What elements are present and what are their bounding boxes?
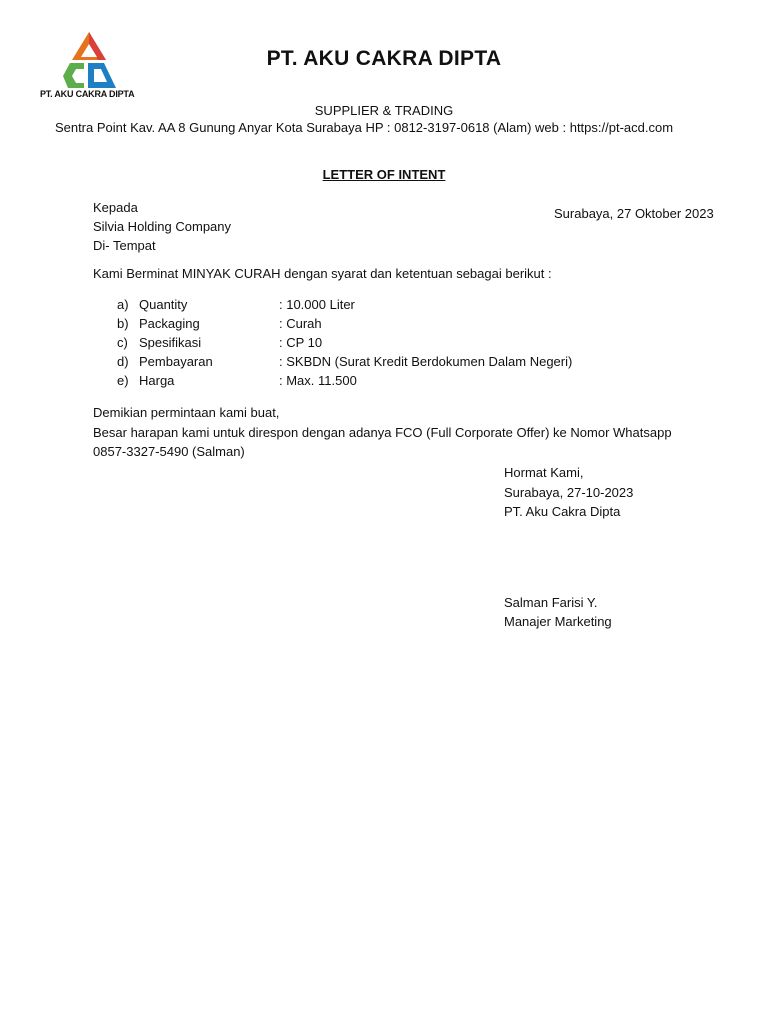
closing-line: Demikian permintaan kami buat, <box>93 405 280 420</box>
term-value: : CP 10 <box>279 335 323 350</box>
term-value: : SKBDN (Surat Kredit Berdokumen Dalam Negeri) <box>279 354 573 369</box>
company-address: Sentra Point Kav. AA 8 Gunung Anyar Kota Surabaya HP : 0812-3197-0618 (Alam) web : https://pt-acd.com <box>54 120 674 135</box>
letter-date: Surabaya, 27 Oktober 2023 <box>554 206 714 221</box>
letter-title: LETTER OF INTENT <box>322 167 446 182</box>
recipient-line: Kepada <box>93 200 138 215</box>
contact-number: 0857-3327-5490 (Salman) <box>93 444 245 459</box>
signoff-company: PT. Aku Cakra Dipta <box>504 504 621 519</box>
term-label: Packaging <box>139 316 200 331</box>
closing-block <box>93 403 672 462</box>
logo-caption: PT. AKU CAKRA DIPTA <box>40 89 135 99</box>
term-label: Pembayaran <box>139 354 213 369</box>
signoff-line: Hormat Kami, <box>504 465 584 480</box>
closing-line: Besar harapan kami untuk direspon dengan adanya FCO (Full Corporate Offer) ke Nomor Whatsapp <box>93 424 672 440</box>
term-label: Harga <box>139 373 175 388</box>
term-letter: a) <box>117 297 129 312</box>
recipient-name: Silvia Holding Company <box>93 219 232 234</box>
intro-text: Kami Berminat MINYAK CURAH dengan syarat dan ketentuan sebagai berikut : <box>93 266 552 281</box>
term-label: Quantity <box>139 297 188 312</box>
term-value: : Max. 11.500 <box>279 373 357 388</box>
recipient-line: Di- Tempat <box>93 238 156 253</box>
term-letter: d) <box>117 354 129 369</box>
recipient-block <box>93 198 231 255</box>
signer-position: Manajer Marketing <box>504 614 612 629</box>
term-letter: e) <box>117 373 129 388</box>
term-value: : 10.000 Liter <box>279 297 355 312</box>
term-letter: c) <box>117 335 128 350</box>
term-letter: b) <box>117 316 129 331</box>
company-subtitle: SUPPLIER & TRADING <box>314 103 454 118</box>
term-value: : Curah <box>279 316 322 331</box>
company-name: PT. AKU CAKRA DIPTA <box>266 47 502 70</box>
term-label: Spesifikasi <box>139 335 202 350</box>
signoff-date: Surabaya, 27-10-2023 <box>504 484 634 500</box>
signer-block <box>504 593 612 631</box>
signer-name: Salman Farisi Y. <box>504 595 598 610</box>
signoff-block <box>504 463 633 522</box>
